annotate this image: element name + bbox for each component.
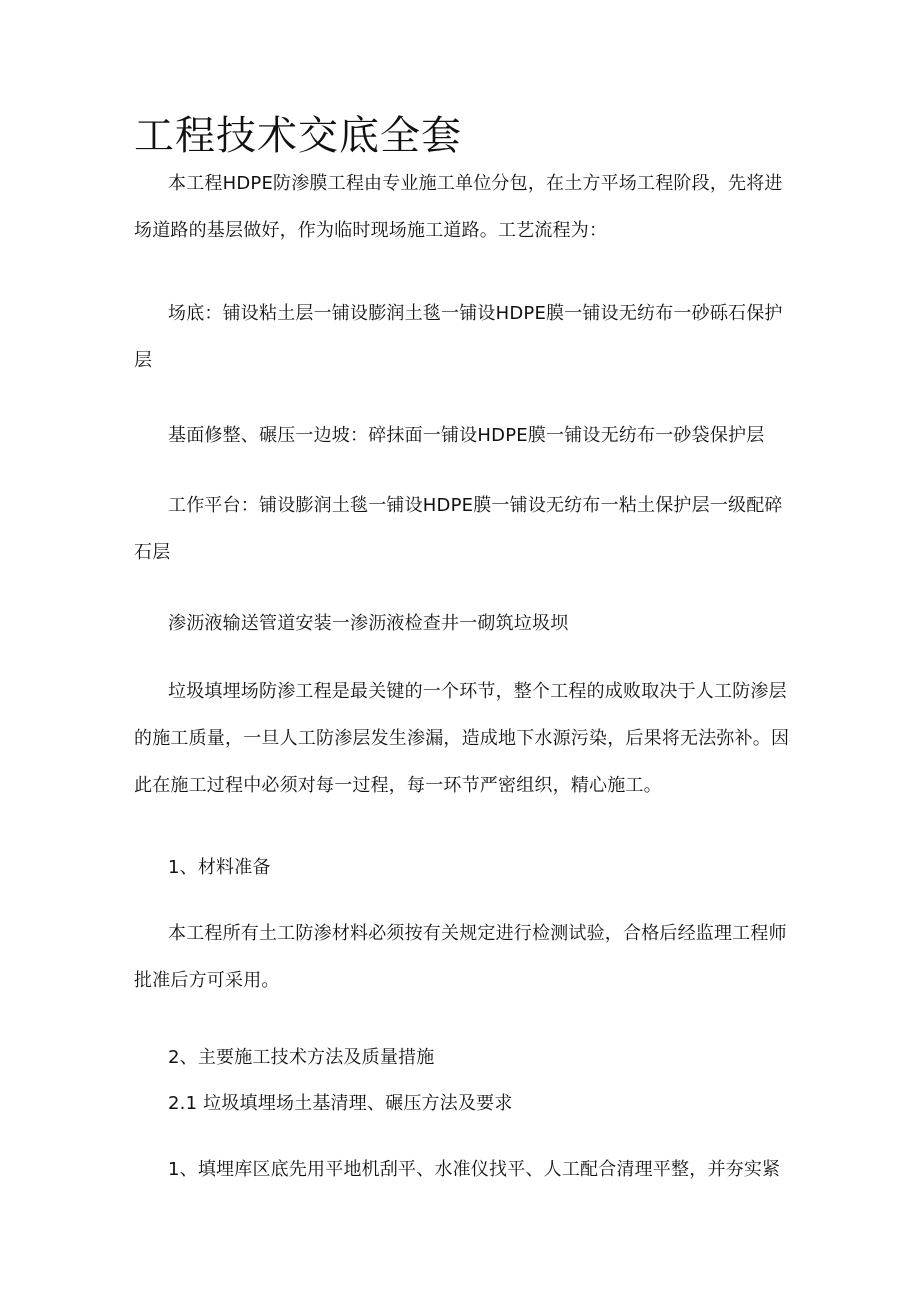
subsection-heading-2-1: 2.1 垃圾填埋场土基清理、碾压方法及要求 [168, 1093, 513, 1114]
paragraph-flow-leachate: 渗沥液输送管道安装一渗沥液检查井一砌筑垃圾坝 [168, 613, 569, 634]
paragraph-flow-platform: 工作平台：铺设膨润土毯一铺设HDPE膜一铺设无纺布一粘土保护层一级配碎石层 [134, 495, 783, 563]
section-heading-materials: 1、材料准备 [168, 857, 271, 878]
paragraph-importance: 垃圾填埋场防渗工程是最关键的一个环节，整个工程的成败取决于人工防渗层的施工质量，一旦人工防渗层发生渗漏，造成地下水源污染，后果将无法弥补。因此在施工过程中必须对每一过程，每一环节严密组织，精心施工。 [134, 681, 790, 796]
paragraph-step-1: 1、填埋库区底先用平地机刮平、水准仪找平、人工配合清理平整，并夯实紧 [168, 1159, 781, 1180]
paragraph-materials: 本工程所有土工防渗材料必须按有关规定进行检测试验，合格后经监理工程师批准后方可采用。 [134, 923, 787, 991]
paragraph-flow-bottom: 场底：铺设粘土层一铺设膨润土毯一铺设HDPE膜一铺设无纺布一砂砾石保护层 [134, 303, 783, 371]
document-title: 工程技术交底全套 [134, 113, 462, 159]
paragraph-flow-slope: 基面修整、碾压一边坡：碎抹面一铺设HDPE膜一铺设无纺布一砂袋保护层 [168, 425, 765, 446]
paragraph-intro: 本工程HDPE防渗膜工程由专业施工单位分包，在土方平场工程阶段，先将进场道路的基层做好，作为临时现场施工道路。工艺流程为： [134, 173, 783, 241]
section-heading-methods: 2、主要施工技术方法及质量措施 [168, 1047, 435, 1068]
